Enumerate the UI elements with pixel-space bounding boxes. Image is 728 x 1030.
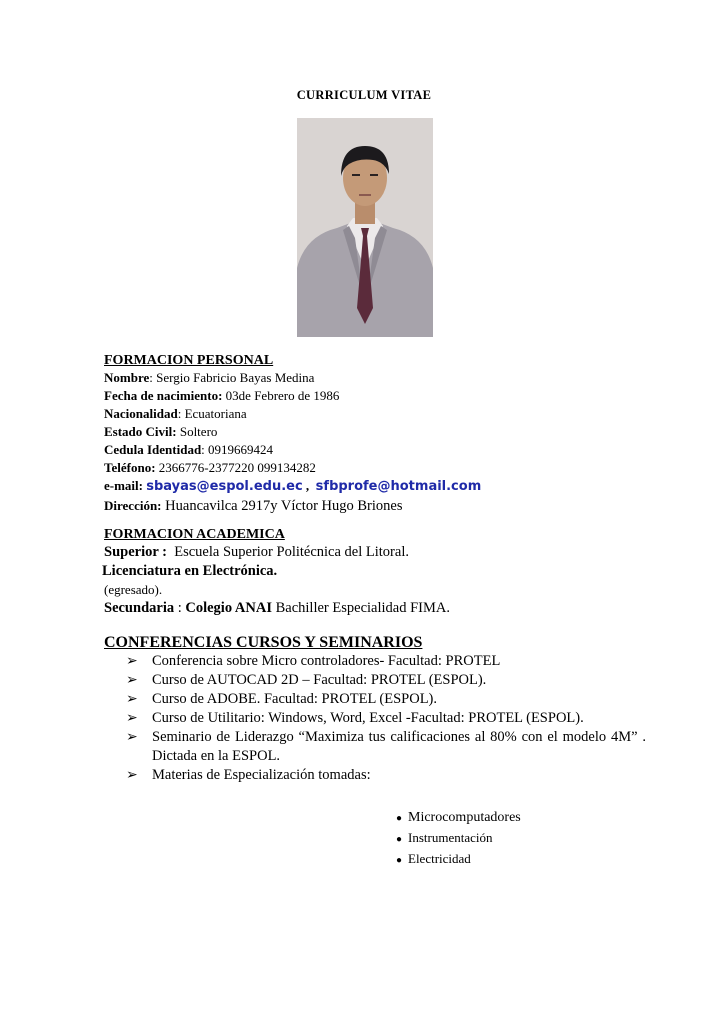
list-item-text: Curso de Utilitario: Windows, Word, Excel -Facultad: PROTEL (ESPOL).	[152, 710, 584, 726]
field-label: Fecha de nacimiento:	[104, 388, 223, 403]
email-link-2[interactable]: sfbprofe@hotmail.com	[315, 479, 482, 494]
email-link-1[interactable]: sbayas@espol.edu.ec	[146, 479, 303, 494]
address-label: Dirección:	[104, 498, 162, 513]
field-label: Estado Civil:	[104, 424, 177, 439]
personal-field-row	[104, 387, 626, 405]
list-item	[124, 690, 646, 709]
list-item	[124, 652, 646, 671]
field-separator: :	[149, 370, 157, 385]
subject-item	[396, 828, 521, 849]
secundaria-separator: :	[174, 600, 186, 616]
address-value: Huancavilca 2917y Víctor Hugo Briones	[165, 498, 403, 514]
subject-text: Instrumentación	[408, 830, 493, 845]
list-item-text: Curso de AUTOCAD 2D – Facultad: PROTEL (ESPOL).	[152, 672, 487, 688]
field-label: Teléfono:	[104, 460, 156, 475]
academic-heading: FORMACION ACADEMICA	[104, 527, 285, 542]
degree-note: (egresado).	[104, 582, 163, 597]
email-row	[104, 477, 626, 496]
bullet-dot-icon: ●	[396, 813, 403, 824]
arrow-bullet-icon: ➢	[126, 692, 138, 707]
bullet-dot-icon: ●	[396, 834, 403, 845]
field-value: 0919669424	[208, 442, 274, 457]
conferences-section	[104, 633, 646, 785]
arrow-bullet-icon: ➢	[126, 654, 138, 669]
bullet-dot-icon: ●	[396, 855, 403, 866]
field-label: Cedula Identidad	[104, 442, 202, 457]
field-value: Sergio Fabricio Bayas Medina	[156, 370, 315, 385]
document-title: CURRICULUM VITAE	[296, 88, 432, 102]
superior-row	[104, 543, 626, 562]
superior-label: Superior :	[104, 544, 167, 560]
field-separator: :	[177, 406, 185, 421]
subject-item	[396, 808, 521, 828]
email-label: e-mail:	[104, 478, 143, 493]
conferences-heading: CONFERENCIAS CURSOS Y SEMINARIOS	[104, 634, 423, 651]
arrow-bullet-icon: ➢	[126, 730, 138, 745]
field-separator: :	[201, 442, 209, 457]
arrow-bullet-icon: ➢	[126, 673, 138, 688]
profile-photo	[297, 118, 433, 337]
superior-value: Escuela Superior Politécnica del Litoral.	[174, 544, 409, 560]
list-item	[124, 671, 646, 690]
address-row	[104, 496, 626, 516]
field-label: Nacionalidad	[104, 406, 178, 421]
subject-item	[396, 849, 521, 870]
secundaria-row	[104, 599, 626, 618]
secundaria-value: Bachiller Especialidad FIMA.	[271, 600, 450, 616]
list-item-text: Curso de ADOBE. Facultad: PROTEL (ESPOL).	[152, 691, 438, 707]
field-value: Soltero	[179, 424, 218, 439]
list-item-text: Materias de Especialización tomadas:	[152, 767, 371, 783]
personal-section	[104, 352, 626, 516]
field-value: Ecuatoriana	[184, 406, 247, 421]
secundaria-school: Colegio ANAI	[185, 600, 272, 616]
personal-heading: FORMACION PERSONAL	[104, 353, 274, 368]
personal-fields	[104, 369, 626, 477]
personal-field-row	[104, 441, 626, 459]
degree: Licenciatura en Electrónica.	[102, 563, 278, 579]
list-item	[124, 728, 646, 766]
subject-text: Microcomputadores	[408, 810, 521, 825]
conferences-list	[104, 652, 646, 785]
subject-text: Electricidad	[408, 851, 471, 866]
list-item	[124, 766, 646, 785]
list-item	[124, 709, 646, 728]
personal-field-row	[104, 369, 626, 387]
arrow-bullet-icon: ➢	[126, 768, 138, 783]
list-item-text: Seminario de Liderazgo “Maximiza tus calificaciones al 80% con el modelo 4M” . Dictada en la ESPOL.	[152, 729, 646, 764]
field-value: 2366776-2377220 099134282	[158, 460, 316, 475]
personal-field-row	[104, 405, 626, 423]
field-label: Nombre	[104, 370, 150, 385]
academic-section	[104, 526, 626, 618]
arrow-bullet-icon: ➢	[126, 711, 138, 726]
email-separator: ,	[302, 478, 316, 493]
personal-field-row	[104, 459, 626, 477]
secundaria-label: Secundaria	[104, 600, 175, 616]
field-value: 03de Febrero de 1986	[225, 388, 340, 403]
subjects-list	[396, 808, 521, 870]
personal-field-row	[104, 423, 626, 441]
list-item-text: Conferencia sobre Micro controladores- Facultad: PROTEL	[152, 653, 501, 669]
